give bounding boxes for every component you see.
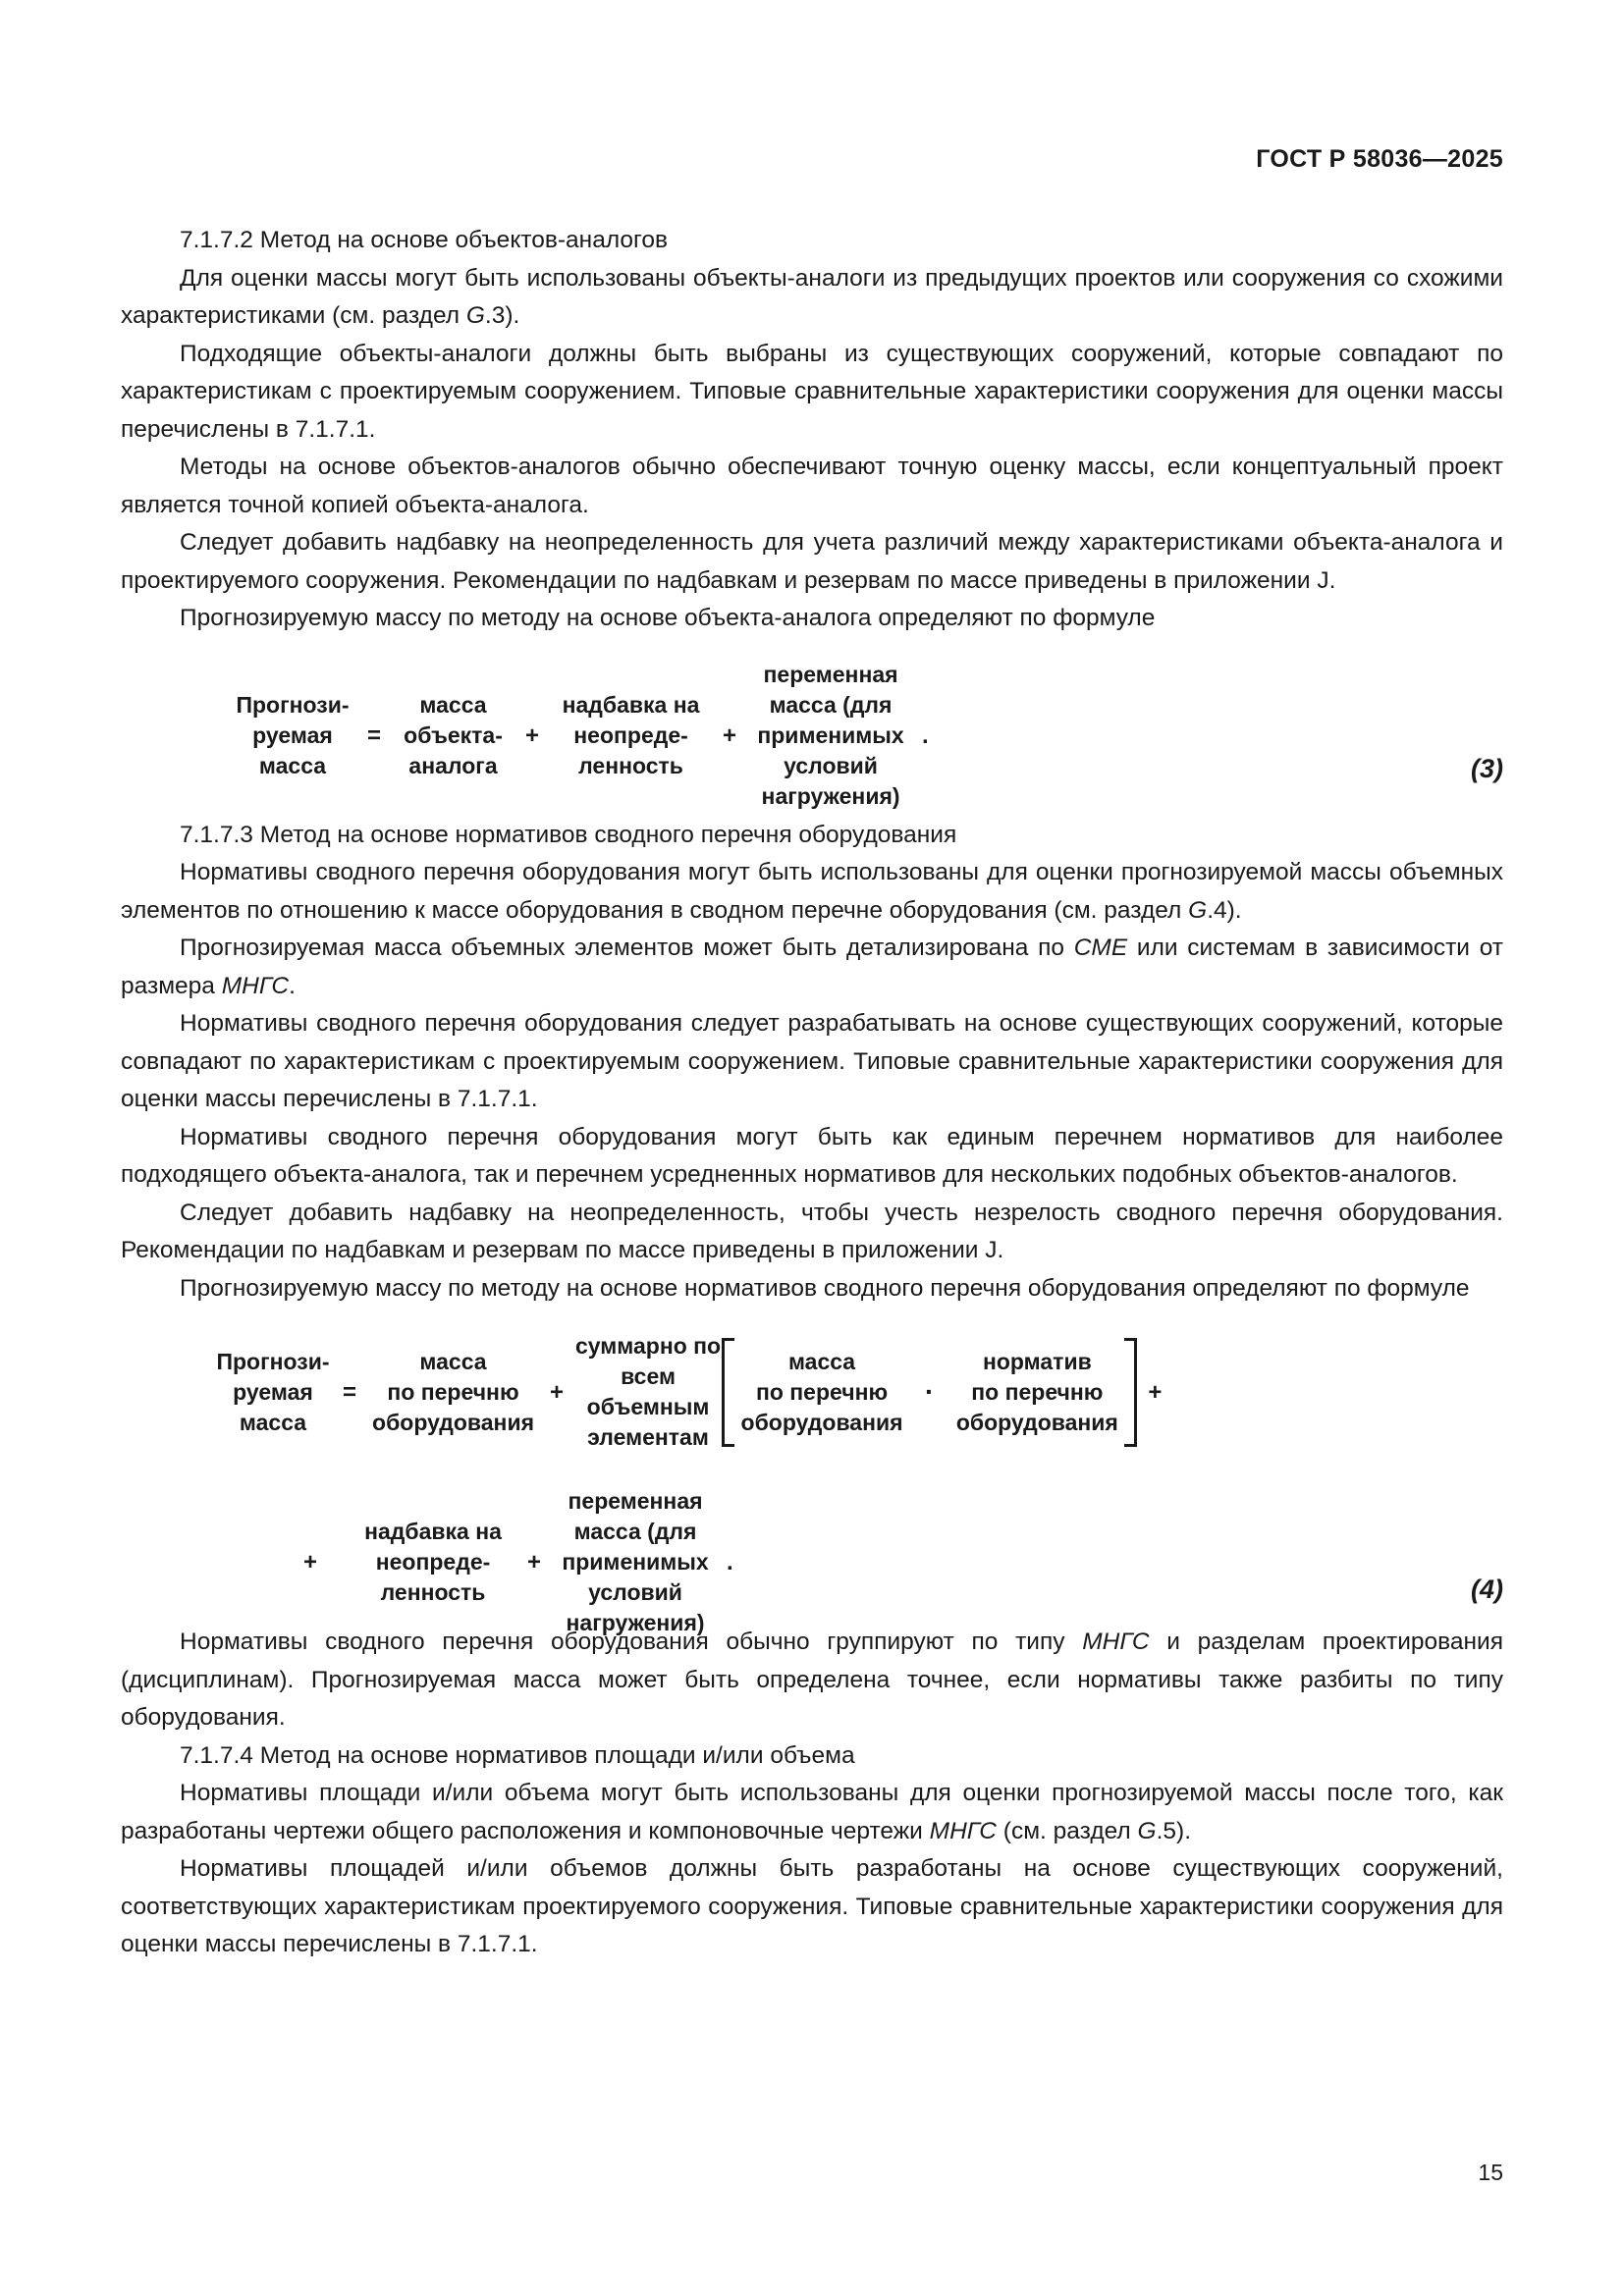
formula4-summation-label <box>574 1331 722 1453</box>
formula-4-number: (4) <box>1471 1575 1503 1604</box>
formula3-result <box>229 690 356 781</box>
formula4-period: . <box>727 1549 733 1575</box>
formula3-plus-sign-1: + <box>525 721 540 749</box>
paragraph: Подходящие объекты-аналоги должны быть выбраны из существующих сооружений, которые совпадают по характеристикам с проектируемым сооружением. Типовые сравнительные характеристики сооружения для оценки массы перечислены в 7.1.7.1. <box>121 340 1503 443</box>
formula4-unc-line2: неопреде- <box>375 1549 491 1575</box>
page-number: 15 <box>1478 2160 1503 2185</box>
formula3-term3-line1: переменная <box>763 661 898 687</box>
formula4-result-line2: руемая <box>233 1378 313 1405</box>
paragraph: Прогнозируемую массу по методу на основе объекта-аналога определяют по формуле <box>180 605 1156 631</box>
document-standard-header: ГОСТ Р 58036—2025 <box>1256 145 1503 173</box>
formula4-sum-line2: всем <box>621 1363 676 1389</box>
document-body <box>121 222 1503 1964</box>
formula4-plus-sign-1: + <box>550 1378 565 1406</box>
formula4-result-line1: Прогнози- <box>216 1348 330 1374</box>
formula4-line2 <box>121 1486 1503 1638</box>
formula3-term1-line2: объекта- <box>404 721 503 748</box>
formula3-term3-line2: масса (для <box>769 691 893 718</box>
formula3-term3-line5: нагружения) <box>761 782 900 809</box>
formula3-plus-sign-2: + <box>723 721 737 749</box>
formula3-result-line3: масса <box>258 752 327 778</box>
formula3-period: . <box>922 721 929 749</box>
formula4-bl-line2: по перечню <box>755 1378 889 1405</box>
formula4-br-line1: норматив <box>982 1348 1092 1374</box>
formula4-line1 <box>121 1331 1503 1453</box>
formula3-term-uncertainty <box>550 690 712 781</box>
formula4-bracket-group <box>722 1338 1137 1447</box>
formula4-unc-line3: ленность <box>380 1579 486 1605</box>
formula4-plus-sign-leading: + <box>303 1549 318 1575</box>
formula4-sum-line3: объемным <box>586 1394 710 1419</box>
formula-3-number: (3) <box>1471 753 1503 783</box>
formula4-bracket-left-term <box>734 1347 909 1438</box>
formula4-result-line3: масса <box>239 1409 307 1435</box>
formula4-term1-line3: оборудования <box>372 1409 535 1435</box>
formula4-br-line2: по перечню <box>971 1378 1104 1405</box>
formula3-term3-line4: условий <box>784 752 878 778</box>
formula4-var-line2: масса (для <box>573 1519 697 1544</box>
formula3-result-line1: Прогнози- <box>236 691 350 718</box>
formula3-term2-line3: ленность <box>578 752 683 778</box>
formula3-term2-line1: надбавка на <box>562 691 700 718</box>
paragraph: Нормативы сводного перечня оборудования могут быть использованы для оценки прогнозируемой массы объемных элементов по отношению к массе оборудования в сводном перечне оборудования (см. раздел G.4). <box>121 859 1503 924</box>
formula-4 <box>121 1331 1503 1635</box>
formula3-term-variable-mass <box>747 660 914 812</box>
paragraph: Следует добавить надбавку на неопределенность для учета различий между характеристиками объекта-аналога и проектируемого сооружения. Рекомендации по надбавкам и резервам по массе приведены в приложении J. <box>121 529 1503 594</box>
formula4-bl-line1: масса <box>787 1348 856 1374</box>
section-heading-7-1-7-3: 7.1.7.3 Метод на основе нормативов сводного перечня оборудования <box>180 821 957 848</box>
formula4-sum-line1: суммарно по <box>574 1333 722 1359</box>
bracket-top-right-cap <box>1124 1338 1137 1341</box>
formula4-unc-line1: надбавка на <box>364 1519 502 1544</box>
paragraph: Прогнозируемая масса объемных элементов может быть детализирована по CME или системам в зависимости от размера МНГС. <box>121 934 1504 999</box>
formula4-plus-sign-trailing: + <box>1148 1378 1163 1406</box>
formula3-term1-line1: масса <box>419 691 487 718</box>
paragraph: Нормативы сводного перечня оборудования могут быть как единым перечнем нормативов для наиболее подходящего объекта-аналога, так и перечнем усредненных нормативов для нескольких подобных объектов-аналогов. <box>121 1123 1503 1188</box>
formula4-term-variable-mass <box>552 1486 719 1638</box>
formula4-br-line3: оборудования <box>955 1409 1118 1435</box>
paragraph: Для оценки массы могут быть использованы объекты-аналоги из предыдущих проектов или сооружения со схожими характеристиками (см. раздел G.3). <box>121 264 1503 329</box>
section-heading-7-1-7-2: 7.1.7.2 Метод на основе объектов-аналогов <box>180 227 669 253</box>
formula4-term1-line1: масса <box>419 1348 487 1374</box>
formula4-term-uncertainty <box>350 1517 516 1608</box>
formula4-var-line1: переменная <box>568 1488 703 1514</box>
section-heading-7-1-7-4: 7.1.7.4 Метод на основе нормативов площади и/или объема <box>180 1741 855 1769</box>
formula4-equals-sign: = <box>343 1378 357 1406</box>
formula4-sum-line4: элементам <box>587 1424 709 1450</box>
formula-3 <box>121 660 1503 807</box>
bracket-bottom-right-cap <box>1124 1444 1137 1447</box>
paragraph: Методы на основе объектов-аналогов обычно обеспечивают точную оценку массы, если концептуальный проект является точной копией объекта-аналога. <box>121 454 1503 518</box>
formula3-term1-line3: аналога <box>408 752 498 778</box>
formula4-term1-line2: по перечню <box>387 1378 519 1405</box>
formula4-term-equipment-list-mass <box>367 1347 539 1438</box>
formula3-term3-line3: применимых <box>757 721 904 748</box>
paragraph: Прогнозируемую массу по методу на основе нормативов сводного перечня оборудования определяют по формуле <box>180 1274 1470 1302</box>
paragraph: Нормативы сводного перечня оборудования следует разрабатывать на основе существующих сооружений, которые совпадают по характеристикам с проектируемым сооружением. Типовые сравнительные характеристики сооружения для оценки массы перечислены в 7.1.7.1. <box>121 1010 1503 1112</box>
formula4-var-line3: применимых <box>562 1549 709 1575</box>
paragraph: Следует добавить надбавку на неопределенность, чтобы учесть незрелость сводного перечня оборудования. Рекомендации по надбавкам и резервам по массе приведены в приложении J. <box>121 1199 1503 1263</box>
formula3-result-line2: руемая <box>252 721 333 748</box>
formula4-var-line4: условий <box>588 1579 682 1605</box>
formula4-multiply-sign: · <box>925 1376 935 1407</box>
formula3-term-analog-mass <box>392 690 514 781</box>
formula4-bracket-right-term <box>949 1347 1124 1438</box>
paragraph: Нормативы сводного перечня оборудования обычно группируют по типу МНГС и разделам проектирования (дисциплинам). Прогнозируемая масса может быть определена точнее, если нормативы также разбиты по типу оборудования. <box>121 1629 1504 1731</box>
formula3-equals-sign: = <box>367 721 382 749</box>
formula3-term2-line2: неопреде- <box>573 721 688 748</box>
formula4-plus-sign-2: + <box>527 1549 542 1575</box>
paragraph: Нормативы площадей и/или объемов должны быть разработаны на основе существующих сооружений, соответствующих характеристикам проектируемого сооружения. Типовые сравнительные характеристики сооружения для оценки массы перечислены в 7.1.7.1. <box>121 1855 1503 1957</box>
paragraph: Нормативы площади и/или объема могут быть использованы для оценки прогнозируемой массы после того, как разработаны чертежи общего расположения и компоновочные чертежи МНГС (см. раздел G.5). <box>121 1780 1503 1844</box>
formula4-bl-line3: оборудования <box>740 1409 903 1435</box>
formula4-result <box>214 1347 332 1438</box>
formula4-var-line5: нагружения) <box>566 1610 705 1635</box>
